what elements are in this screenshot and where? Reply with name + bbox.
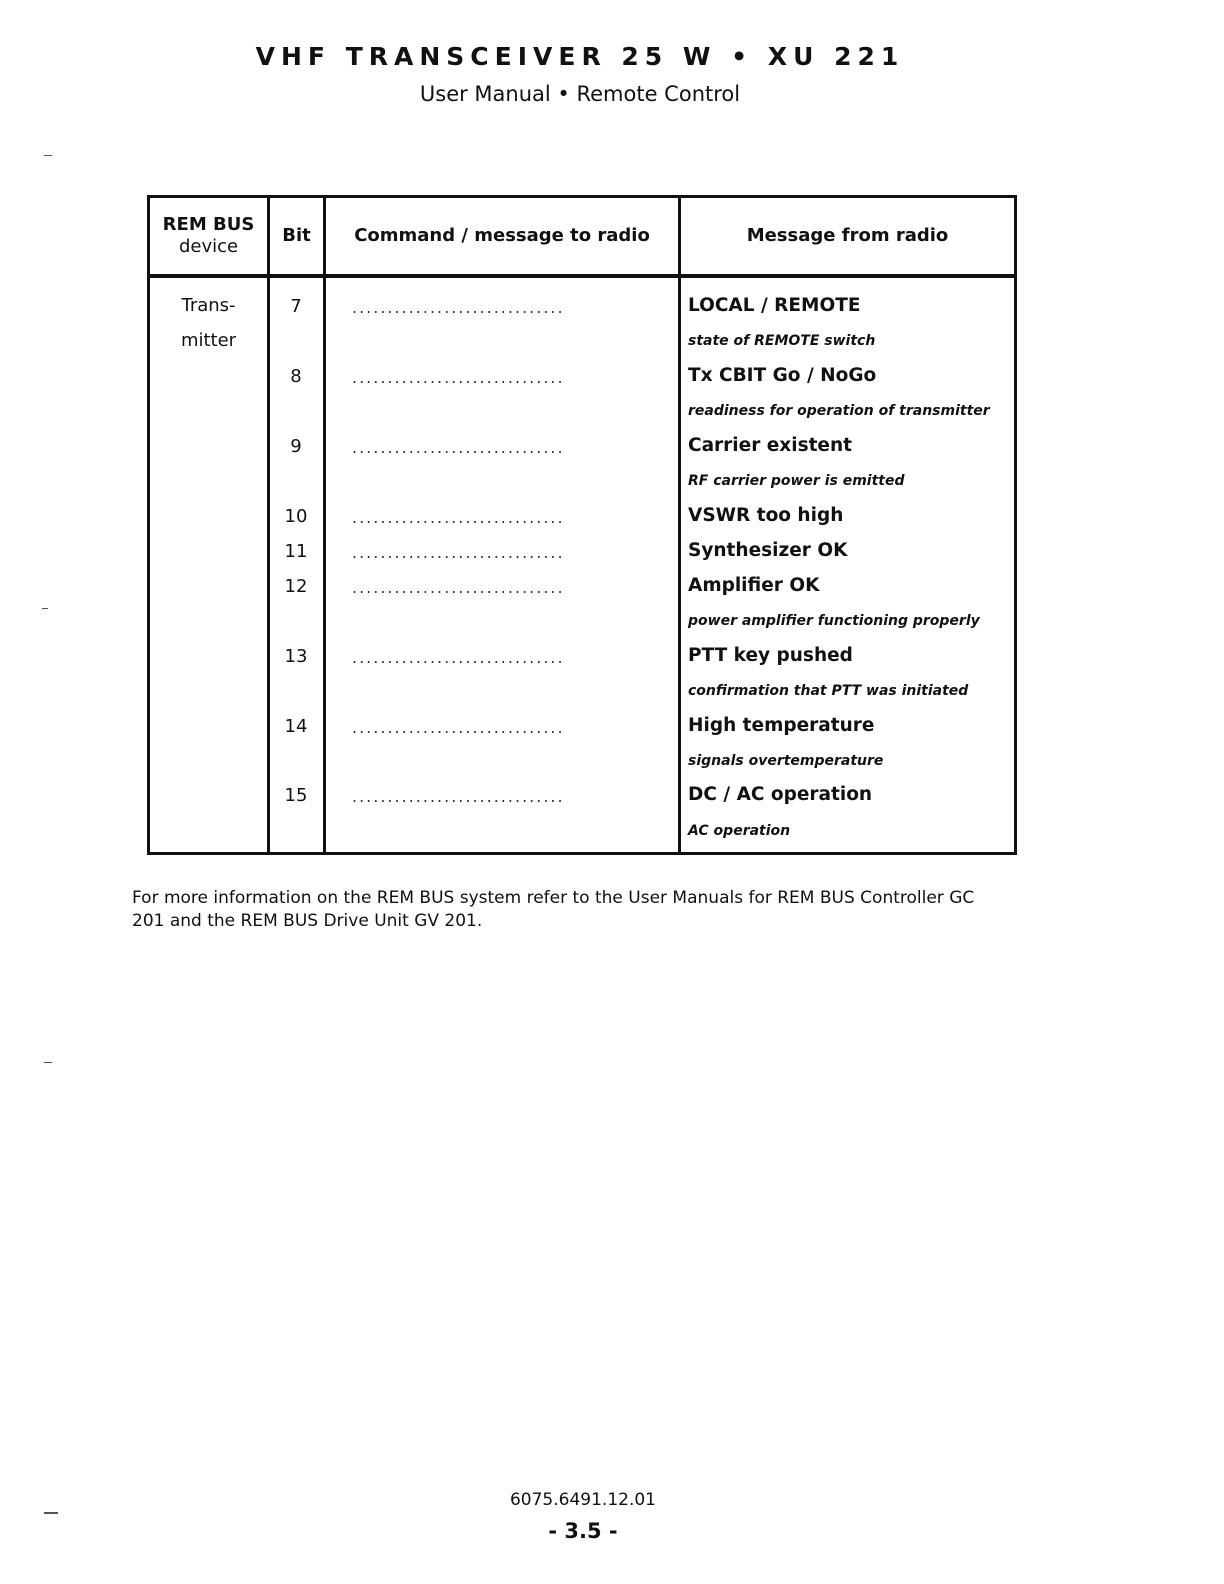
- radio-message-note: signals overtemperature: [688, 753, 884, 769]
- radio-message-note: readiness for operation of transmitter: [688, 403, 990, 419]
- command-placeholder-dots: ..............................: [352, 543, 565, 562]
- radio-message: LOCAL / REMOTE: [688, 295, 861, 316]
- radio-message: VSWR too high: [688, 505, 844, 526]
- command-placeholder-dots: ..............................: [352, 787, 565, 806]
- bit-number: 15: [284, 785, 308, 806]
- radio-message-note: confirmation that PTT was initiated: [688, 683, 969, 699]
- scan-speck: [44, 1062, 52, 1063]
- scan-speck: [44, 155, 52, 156]
- col-header-command: Command / message to radio: [354, 225, 650, 246]
- radio-message-note: power amplifier functioning properly: [688, 613, 980, 629]
- document-subtitle: User Manual • Remote Control: [419, 82, 741, 106]
- radio-message-note: AC operation: [688, 823, 791, 839]
- command-placeholder-dots: ..............................: [352, 438, 565, 457]
- document-number: 6075.6491.12.01: [509, 1490, 656, 1510]
- radio-message: High temperature: [688, 715, 875, 736]
- radio-message: Carrier existent: [688, 435, 852, 456]
- bit-number: 8: [290, 366, 302, 387]
- radio-message-note: state of REMOTE switch: [688, 333, 876, 349]
- radio-message: Amplifier OK: [688, 575, 820, 596]
- radio-message: PTT key pushed: [688, 645, 853, 666]
- footnote: For more information on the REM BUS system refer to the User Manuals for REM BUS Controller GC 201 and the REM BUS Drive Unit GV 201.: [132, 888, 975, 931]
- bit-number: 9: [290, 436, 302, 457]
- radio-message-note: RF carrier power is emitted: [688, 473, 905, 489]
- bit-number: 13: [284, 646, 308, 667]
- col-divider-3: [678, 195, 681, 855]
- document-title: VHF TRANSCEIVER 25 W • XU 221: [255, 42, 905, 71]
- command-placeholder-dots: ..............................: [352, 368, 565, 387]
- command-placeholder-dots: ..............................: [352, 578, 565, 597]
- device-name-line2: mitter: [180, 330, 237, 351]
- radio-message: Tx CBIT Go / NoGo: [688, 365, 877, 386]
- scan-speck: [44, 1512, 58, 1514]
- scan-speck: [42, 608, 48, 609]
- col-header-bit: Bit: [282, 225, 311, 246]
- col-header-device: [150, 198, 267, 274]
- command-placeholder-dots: ..............................: [352, 718, 565, 737]
- col-header-device-line2: device: [178, 236, 239, 257]
- radio-message: Synthesizer OK: [688, 540, 848, 561]
- header-rule: [147, 274, 1017, 278]
- bit-number: 12: [284, 576, 308, 597]
- device-name-line1: Trans-: [181, 295, 236, 316]
- command-placeholder-dots: ..............................: [352, 648, 565, 667]
- command-placeholder-dots: ..............................: [352, 298, 565, 317]
- bit-number: 7: [290, 296, 302, 317]
- bit-number: 11: [284, 541, 308, 562]
- radio-message: DC / AC operation: [688, 784, 873, 805]
- command-placeholder-dots: ..............................: [352, 508, 565, 527]
- col-header-message: Message from radio: [746, 225, 949, 246]
- col-header-device-line1: REM BUS: [162, 214, 255, 235]
- page-number: - 3.5 -: [548, 1519, 618, 1543]
- bit-number: 10: [284, 506, 308, 527]
- rem-bus-table: [147, 195, 1017, 855]
- bit-number: 14: [284, 716, 308, 737]
